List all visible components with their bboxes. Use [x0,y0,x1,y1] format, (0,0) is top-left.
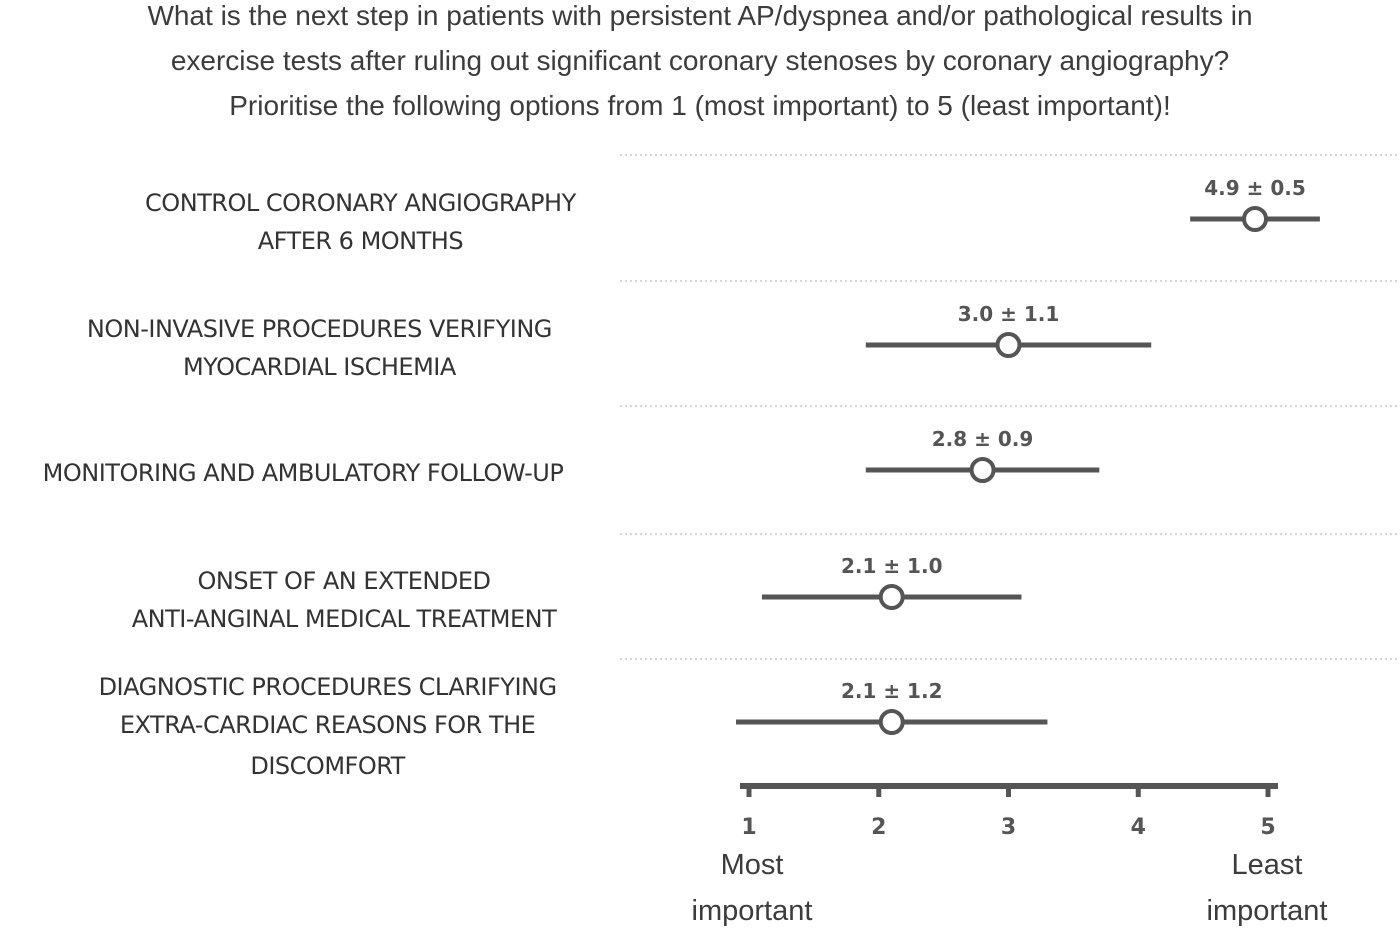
value-label-2: 3.0 ± 1.1 [957,302,1060,326]
value-label-3: 2.8 ± 0.9 [931,427,1034,451]
title-line-2: exercise tests after ruling out significant coronary stenoses by coronary angiography? [170,45,1230,76]
category-label-3-line-1: MONITORING AND AMBULATORY FOLLOW-UP [42,459,564,487]
category-label-4-line-2: ANTI-ANGINAL MEDICAL TREATMENT [131,605,557,633]
mean-point-3 [972,459,994,481]
x-min-label-line-1: Most [720,849,784,881]
mean-point-5 [881,711,903,733]
category-label-2-line-2: MYOCARDIAL ISCHEMIA [183,353,456,381]
category-label-1-line-1: CONTROL CORONARY ANGIOGRAPHY [145,189,576,217]
x-max-label-line-2: important [1206,895,1328,927]
category-labels [43,189,577,780]
x-axis [692,786,1328,927]
category-label-5-line-2: EXTRA-CARDIAC REASONS FOR THE [119,711,536,739]
x-tick-label-5: 5 [1260,815,1276,840]
mean-point-1 [1244,208,1266,230]
value-label-4: 2.1 ± 1.0 [840,554,943,578]
x-tick-label-2: 2 [871,815,887,840]
title-line-1: What is the next step in patients with persistent AP/dyspnea and/or pathological results in [147,0,1253,31]
category-label-4-line-1: ONSET OF AN EXTENDED [197,567,491,595]
value-label-1: 4.9 ± 0.5 [1204,176,1306,200]
row-separators [620,155,1400,659]
chart-title [147,0,1252,121]
value-label-5: 2.1 ± 1.2 [840,679,943,703]
category-label-5-line-3: DISCOMFORT [250,752,405,780]
category-label-1-line-2: AFTER 6 MONTHS [257,227,464,255]
x-tick-label-4: 4 [1130,815,1146,840]
x-tick-label-3: 3 [1000,815,1017,840]
title-line-3: Prioritise the following options from 1 (most important) to 5 (least important)! [229,90,1171,121]
category-label-2-line-1: NON-INVASIVE PROCEDURES VERIFYING [86,315,552,343]
x-min-label-line-2: important [691,895,813,927]
mean-point-4 [881,586,903,608]
error-bars [736,176,1320,733]
mean-point-2 [998,334,1020,356]
category-label-5-line-1: DIAGNOSTIC PROCEDURES CLARIFYING [98,673,557,701]
x-max-label-line-1: Least [1231,849,1303,881]
x-tick-label-1: 1 [741,815,757,840]
